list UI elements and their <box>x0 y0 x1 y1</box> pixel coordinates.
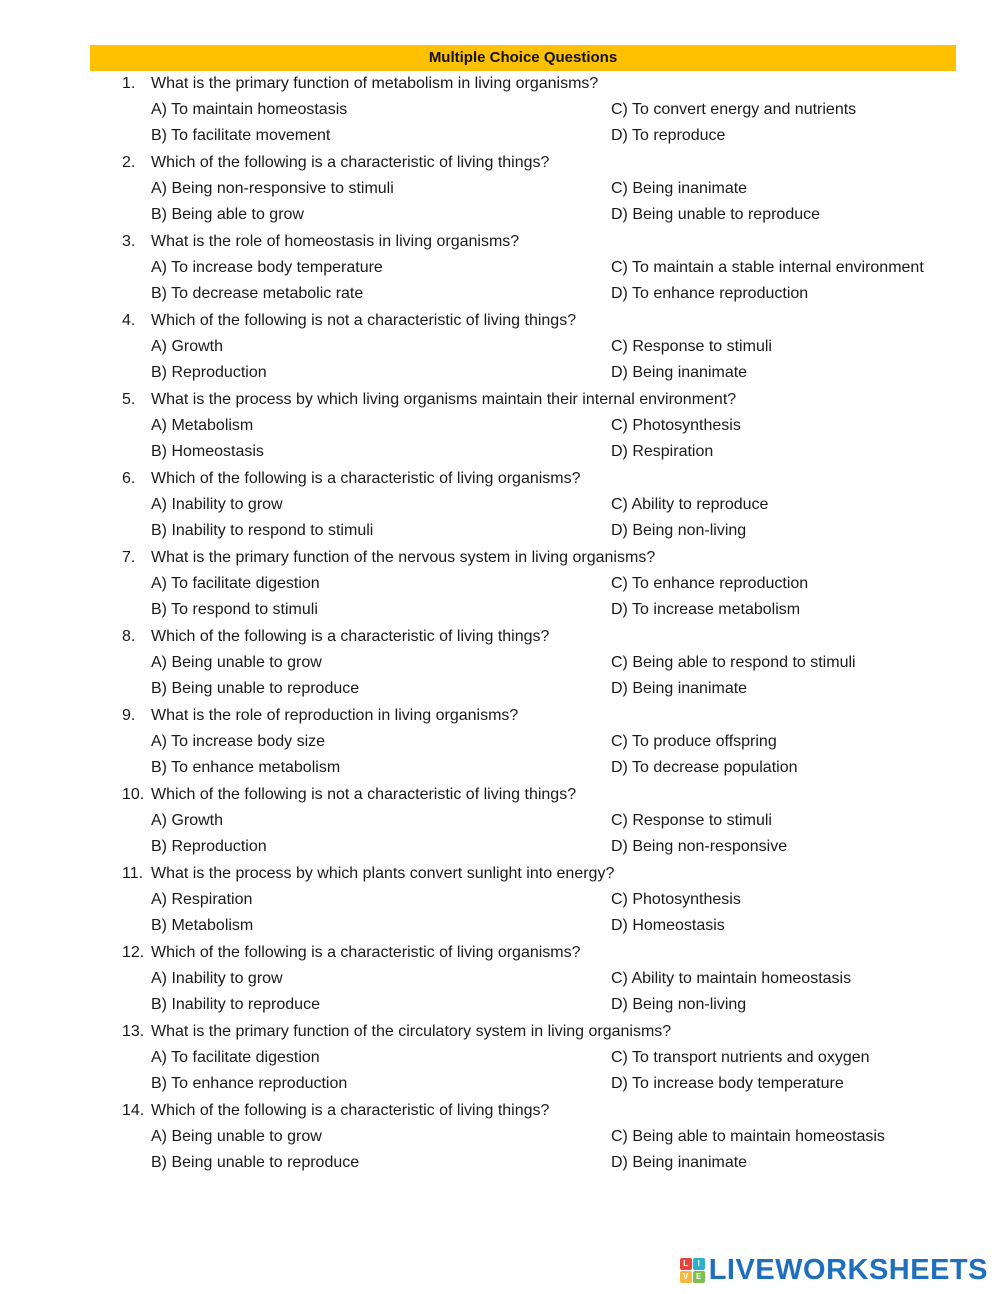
question-text: Which of the following is not a characteristic of living things? <box>151 312 577 329</box>
option-d[interactable]: D) To reproduce <box>611 127 726 144</box>
option-b[interactable]: B) To enhance reproduction <box>151 1075 348 1092</box>
option-d[interactable]: D) Being unable to reproduce <box>611 206 821 223</box>
option-b[interactable]: B) Being able to grow <box>151 206 304 223</box>
question-item <box>0 940 1000 1019</box>
option-d[interactable]: D) To increase body temperature <box>611 1075 844 1092</box>
question-item <box>0 1019 1000 1098</box>
option-c[interactable]: C) Response to stimuli <box>611 338 772 355</box>
question-text: What is the process by which plants convert sunlight into energy? <box>151 865 615 882</box>
question-item <box>0 308 1000 387</box>
option-b[interactable]: B) Being unable to reproduce <box>151 680 360 697</box>
option-c[interactable]: C) To transport nutrients and oxygen <box>611 1049 870 1066</box>
liveworksheets-brand <box>680 1252 988 1288</box>
question-text: Which of the following is a characteristic of living things? <box>151 154 550 171</box>
question-item <box>0 466 1000 545</box>
option-d[interactable]: D) Being inanimate <box>611 680 748 697</box>
logo-tile: I <box>693 1258 705 1270</box>
option-a[interactable]: A) Respiration <box>151 891 253 908</box>
option-b[interactable]: B) To facilitate movement <box>151 127 331 144</box>
option-c[interactable]: C) To convert energy and nutrients <box>611 101 857 118</box>
option-c[interactable]: C) Being able to maintain homeostasis <box>611 1128 885 1145</box>
option-c[interactable]: C) Being inanimate <box>611 180 748 197</box>
question-item <box>0 624 1000 703</box>
question-item <box>0 703 1000 782</box>
option-a[interactable]: A) To increase body size <box>151 733 326 750</box>
option-b[interactable]: B) Being unable to reproduce <box>151 1154 360 1171</box>
question-number: 10. <box>122 786 145 803</box>
option-d[interactable]: D) Respiration <box>611 443 714 460</box>
question-number: 3. <box>122 233 136 250</box>
option-b[interactable]: B) Inability to reproduce <box>151 996 320 1013</box>
option-c[interactable]: C) To maintain a stable internal environment <box>611 259 924 276</box>
question-list <box>0 71 1000 1177</box>
question-item <box>0 1098 1000 1177</box>
logo-tile: E <box>693 1271 705 1283</box>
option-a[interactable]: A) To maintain homeostasis <box>151 101 348 118</box>
option-c[interactable]: C) Photosynthesis <box>611 417 741 434</box>
option-d[interactable]: D) To increase metabolism <box>611 601 801 618</box>
option-a[interactable]: A) Being unable to grow <box>151 1128 322 1145</box>
logo-tile: L <box>680 1258 692 1270</box>
question-text: Which of the following is a characteristic of living things? <box>151 628 550 645</box>
section-title: Multiple Choice Questions <box>90 45 956 71</box>
option-d[interactable]: D) Being non-living <box>611 996 747 1013</box>
option-a[interactable]: A) To facilitate digestion <box>151 575 320 592</box>
option-b[interactable]: B) To enhance metabolism <box>151 759 341 776</box>
option-d[interactable]: D) To enhance reproduction <box>611 285 809 302</box>
question-number: 8. <box>122 628 136 645</box>
option-b[interactable]: B) Inability to respond to stimuli <box>151 522 374 539</box>
question-number: 4. <box>122 312 136 329</box>
question-text: What is the primary function of metabolism in living organisms? <box>151 75 599 92</box>
option-d[interactable]: D) Homeostasis <box>611 917 725 934</box>
option-b[interactable]: B) Reproduction <box>151 364 267 381</box>
question-number: 13. <box>122 1023 145 1040</box>
question-number: 1. <box>122 75 136 92</box>
question-number: 12. <box>122 944 145 961</box>
option-d[interactable]: D) Being non-living <box>611 522 747 539</box>
option-a[interactable]: A) Being unable to grow <box>151 654 322 671</box>
option-a[interactable]: A) Metabolism <box>151 417 254 434</box>
option-a[interactable]: A) Being non-responsive to stimuli <box>151 180 394 197</box>
question-number: 5. <box>122 391 136 408</box>
option-c[interactable]: C) To produce offspring <box>611 733 777 750</box>
question-item <box>0 545 1000 624</box>
option-a[interactable]: A) To increase body temperature <box>151 259 383 276</box>
question-number: 9. <box>122 707 136 724</box>
question-number: 7. <box>122 549 136 566</box>
question-number: 6. <box>122 470 136 487</box>
question-text: Which of the following is a characteristic of living things? <box>151 1102 550 1119</box>
question-text: What is the primary function of the nervous system in living organisms? <box>151 549 656 566</box>
question-text: Which of the following is a characteristic of living organisms? <box>151 470 581 487</box>
option-a[interactable]: A) Growth <box>151 812 224 829</box>
option-c[interactable]: C) Response to stimuli <box>611 812 772 829</box>
brand-wordmark: LIVEWORKSHEETS <box>708 1253 988 1286</box>
question-text: What is the role of homeostasis in living organisms? <box>151 233 520 250</box>
option-a[interactable]: A) Inability to grow <box>151 496 283 513</box>
question-item <box>0 150 1000 229</box>
option-b[interactable]: B) Metabolism <box>151 917 254 934</box>
question-text: What is the primary function of the circulatory system in living organisms? <box>151 1023 672 1040</box>
option-b[interactable]: B) Homeostasis <box>151 443 264 460</box>
option-a[interactable]: A) To facilitate digestion <box>151 1049 320 1066</box>
question-text: What is the process by which living organisms maintain their internal environment? <box>151 391 737 408</box>
option-a[interactable]: A) Inability to grow <box>151 970 283 987</box>
question-number: 11. <box>122 865 144 882</box>
question-item <box>0 229 1000 308</box>
logo-tile: V <box>680 1271 692 1283</box>
question-number: 2. <box>122 154 136 171</box>
option-b[interactable]: B) To decrease metabolic rate <box>151 285 364 302</box>
option-c[interactable]: C) Photosynthesis <box>611 891 741 908</box>
question-text: Which of the following is a characteristic of living organisms? <box>151 944 581 961</box>
option-d[interactable]: D) To decrease population <box>611 759 798 776</box>
option-b[interactable]: B) Reproduction <box>151 838 267 855</box>
option-c[interactable]: C) Being able to respond to stimuli <box>611 654 856 671</box>
option-d[interactable]: D) Being inanimate <box>611 1154 748 1171</box>
question-item <box>0 387 1000 466</box>
option-c[interactable]: C) Ability to reproduce <box>611 496 769 513</box>
option-c[interactable]: C) To enhance reproduction <box>611 575 809 592</box>
option-d[interactable]: D) Being non-responsive <box>611 838 788 855</box>
question-item <box>0 782 1000 861</box>
option-d[interactable]: D) Being inanimate <box>611 364 748 381</box>
question-text: What is the role of reproduction in living organisms? <box>151 707 519 724</box>
liveworksheets-logo-icon <box>680 1258 705 1283</box>
option-b[interactable]: B) To respond to stimuli <box>151 601 318 618</box>
question-item <box>0 861 1000 940</box>
question-item <box>0 71 1000 150</box>
option-a[interactable]: A) Growth <box>151 338 224 355</box>
question-text: Which of the following is not a characteristic of living things? <box>151 786 577 803</box>
option-c[interactable]: C) Ability to maintain homeostasis <box>611 970 852 987</box>
question-number: 14. <box>122 1102 145 1119</box>
